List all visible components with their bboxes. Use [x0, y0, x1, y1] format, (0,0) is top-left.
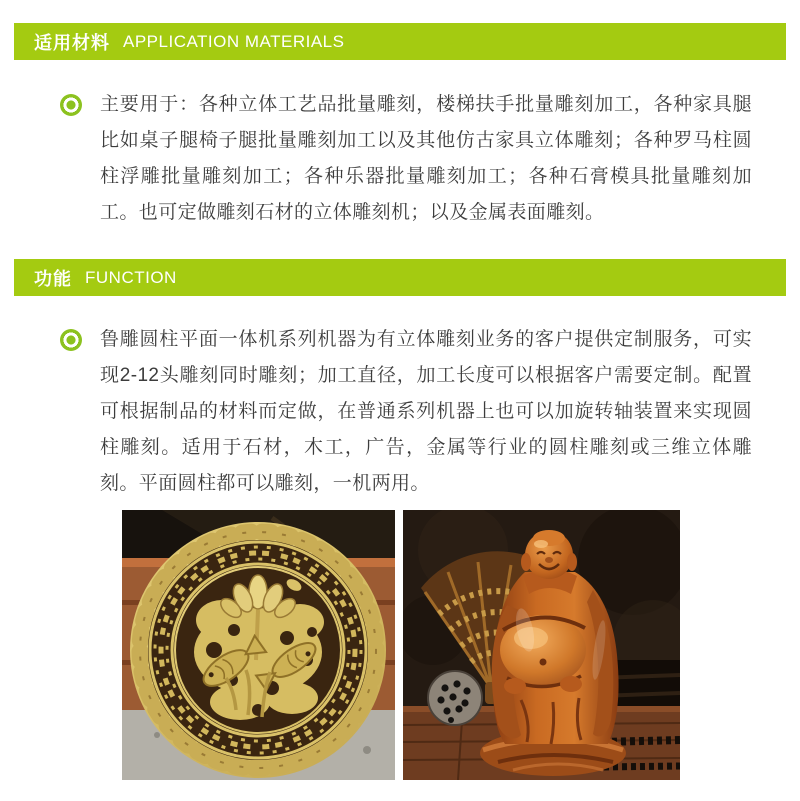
photo-gold-carved-medallion — [122, 510, 395, 780]
target-bullet-icon — [60, 94, 82, 116]
photo-wooden-buddha — [403, 510, 680, 780]
target-bullet-icon — [60, 329, 82, 351]
buddha-statue-illustration — [403, 510, 680, 780]
section-header-function — [14, 259, 786, 296]
section-header-application-materials — [14, 23, 786, 60]
section-title-en: APPLICATION MATERIALS — [123, 31, 345, 51]
section-title-zh: 功能 — [34, 268, 72, 289]
carved-medallion — [130, 522, 386, 778]
sample-photos-row — [0, 510, 800, 780]
function-paragraph: 鲁雕圆柱平面一体机系列机器为有立体雕刻业务的客户提供定制服务，可实现2-12头雕刻同时雕刻；加工直径，加工长度可以根据客户需要定制。配置可根据制品的材料而定做，在普通系列机器上也可以加旋转轴装置来实现圆柱雕刻。适用于石材，木工，广告，金属等行业的圆柱雕刻或三维立体雕刻。平面圆柱都可以雕刻，一机两用。 — [100, 329, 752, 494]
application-materials-paragraph: 主要用于：各种立体工艺品批量雕刻，楼梯扶手批量雕刻加工，各种家具腿比如桌子腿椅子腿批量雕刻加工以及其他仿古家具立体雕刻；各种罗马柱圆柱浮雕批量雕刻加工；各种乐器批量雕刻加工；各种石膏模具批量雕刻加工。也可定做雕刻石材的立体雕刻机；以及金属表面雕刻。 — [100, 94, 752, 223]
section-title-en: FUNCTION — [85, 267, 177, 287]
lotus-pod-prop — [428, 671, 482, 725]
gold-medallion-illustration — [122, 510, 395, 780]
section-title-zh: 适用材料 — [34, 32, 110, 53]
